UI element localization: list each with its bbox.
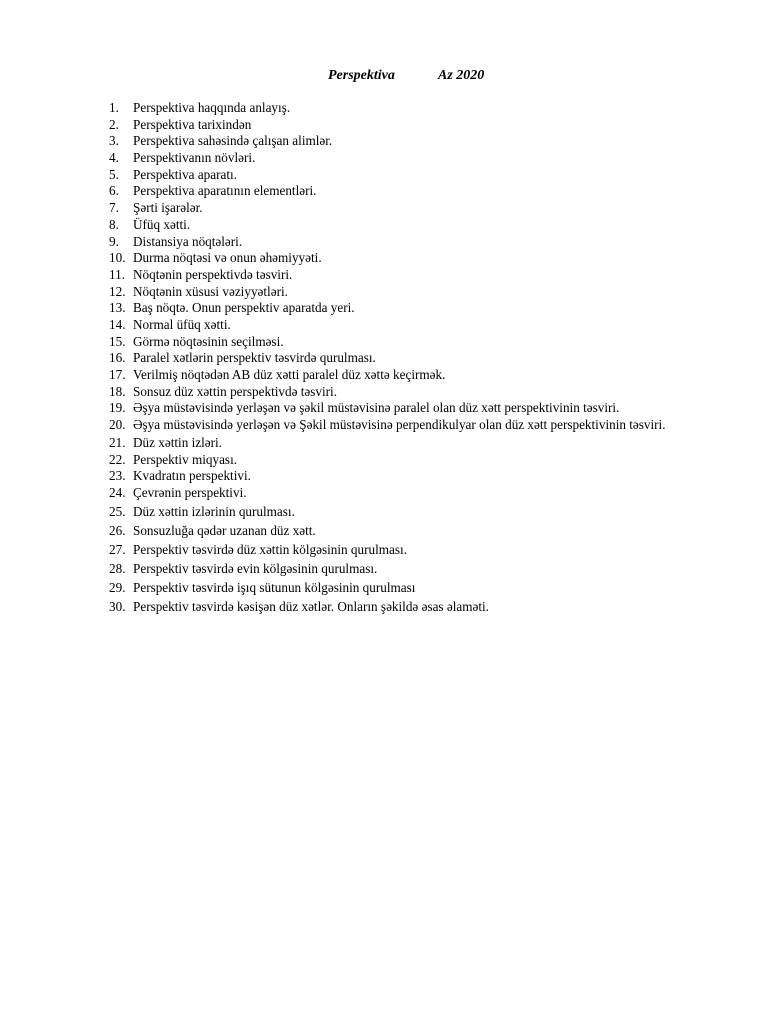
list-item xyxy=(109,317,714,334)
list-item xyxy=(109,167,714,184)
list-item xyxy=(109,117,714,134)
list-item xyxy=(109,435,714,452)
item-number: 10. xyxy=(109,250,126,266)
list-item xyxy=(109,559,714,578)
item-text: Nöqtənin xüsusi vəziyyətləri. xyxy=(133,283,288,299)
list-item xyxy=(109,100,714,117)
item-number: 26. xyxy=(109,522,126,538)
list-item xyxy=(109,150,714,167)
item-number: 15. xyxy=(109,333,126,349)
item-text: Perspektiv təsvirdə düz xəttin kölgəsinin qurulması. xyxy=(133,541,407,557)
item-number: 11. xyxy=(109,266,125,282)
list-item xyxy=(109,334,714,351)
list-item xyxy=(109,200,714,217)
list-item xyxy=(109,400,714,417)
list-item xyxy=(109,485,714,502)
item-text: Perspektiv miqyası. xyxy=(133,451,238,467)
list-item xyxy=(109,452,714,469)
item-text: Perspektiva aparatının elementləri. xyxy=(133,183,317,199)
item-number: 20. xyxy=(109,417,126,433)
item-text: Perspektiv təsvirdə kəsişən düz xətlər. Onların şəkildə əsas əlaməti. xyxy=(133,598,489,614)
item-text: Üfüq xətti. xyxy=(133,216,191,232)
item-text: Perspektiva sahəsində çalışan alimlər. xyxy=(133,133,333,149)
item-text: Şərti işarələr. xyxy=(133,200,203,216)
list-item xyxy=(109,468,714,485)
item-text: Perspektivanın növləri. xyxy=(133,150,256,166)
item-number: 23. xyxy=(109,468,126,484)
item-number: 30. xyxy=(109,598,126,614)
list-item xyxy=(109,133,714,150)
item-number: 21. xyxy=(109,435,126,451)
title-year: Az 2020 xyxy=(438,68,485,83)
list-item xyxy=(109,300,714,317)
list-item xyxy=(109,417,714,433)
item-text: Perspektiva aparatı. xyxy=(133,166,237,182)
item-number: 28. xyxy=(109,560,126,576)
list-item xyxy=(109,350,714,367)
list-item xyxy=(109,597,714,616)
title-text: Perspektiva xyxy=(328,68,395,83)
item-number: 6. xyxy=(109,183,119,199)
item-text: Sonsuz düz xəttin perspektivdə təsviri. xyxy=(133,383,338,399)
item-text: Düz xəttin izlərinin qurulması. xyxy=(133,503,295,519)
list-item xyxy=(109,234,714,251)
item-text: Əşya müstəvisində yerləşən və Şəkil müstəvisinə perpendikulyar olan düz xətt perspektivinin təsviri. xyxy=(133,417,666,433)
item-text: Baş nöqtə. Onun perspektiv aparatda yeri. xyxy=(133,300,355,316)
item-text: Əşya müstəvisində yerləşən və şəkil müstəvisinə paralel olan düz xətt perspektivinin təsviri. xyxy=(133,400,620,416)
item-number: 27. xyxy=(109,541,126,557)
item-text: Perspektiva haqqında anlayış. xyxy=(133,100,291,115)
item-text: Düz xəttin izləri. xyxy=(133,435,222,451)
item-number: 14. xyxy=(109,316,126,332)
list-item xyxy=(109,502,714,521)
topic-list xyxy=(109,100,714,616)
item-number: 1. xyxy=(109,100,119,115)
item-text: Normal üfüq xətti. xyxy=(133,316,231,332)
item-text: Paralel xətlərin perspektiv təsvirdə qurulması. xyxy=(133,350,376,366)
item-number: 2. xyxy=(109,116,119,132)
item-text: Distansiya nöqtələri. xyxy=(133,233,243,249)
item-number: 19. xyxy=(109,400,126,416)
item-text: Kvadratın perspektivi. xyxy=(133,468,251,484)
item-number: 22. xyxy=(109,451,126,467)
item-number: 12. xyxy=(109,283,126,299)
list-item xyxy=(109,183,714,200)
list-item xyxy=(109,284,714,301)
item-number: 9. xyxy=(109,233,119,249)
item-text: Durma nöqtəsi və onun əhəmiyyəti. xyxy=(133,250,322,266)
list-item xyxy=(109,367,714,384)
list-item xyxy=(109,540,714,559)
item-text: Perspektiv təsvirdə evin kölgəsinin qurulması. xyxy=(133,560,378,576)
list-item xyxy=(109,578,714,597)
item-number: 18. xyxy=(109,383,126,399)
item-text: Verilmiş nöqtədən AB düz xətti paralel düz xəttə keçirmək. xyxy=(133,367,446,382)
item-number: 7. xyxy=(109,200,119,216)
list-item xyxy=(109,217,714,234)
item-text: Görmə nöqtəsinin seçilməsi. xyxy=(133,333,284,349)
item-number: 3. xyxy=(109,133,119,149)
item-text: Perspektiv təsvirdə işıq sütunun kölgəsinin qurulması xyxy=(133,579,416,595)
list-item xyxy=(109,267,714,284)
item-number: 13. xyxy=(109,300,126,316)
item-number: 5. xyxy=(109,166,119,182)
item-number: 4. xyxy=(109,150,119,166)
item-number: 8. xyxy=(109,216,119,232)
list-item xyxy=(109,384,714,401)
item-text: Çevrənin perspektivi. xyxy=(133,485,247,501)
item-number: 16. xyxy=(109,350,126,366)
item-text: Perspektiva tarixindən xyxy=(133,116,252,132)
item-number: 24. xyxy=(109,485,126,501)
list-item xyxy=(109,521,714,540)
item-number: 17. xyxy=(109,367,126,382)
item-text: Sonsuzluğa qədər uzanan düz xətt. xyxy=(133,522,316,538)
list-item xyxy=(109,250,714,267)
item-text: Nöqtənin perspektivdə təsviri. xyxy=(133,266,293,282)
item-number: 29. xyxy=(109,579,126,595)
item-number: 25. xyxy=(109,503,126,519)
